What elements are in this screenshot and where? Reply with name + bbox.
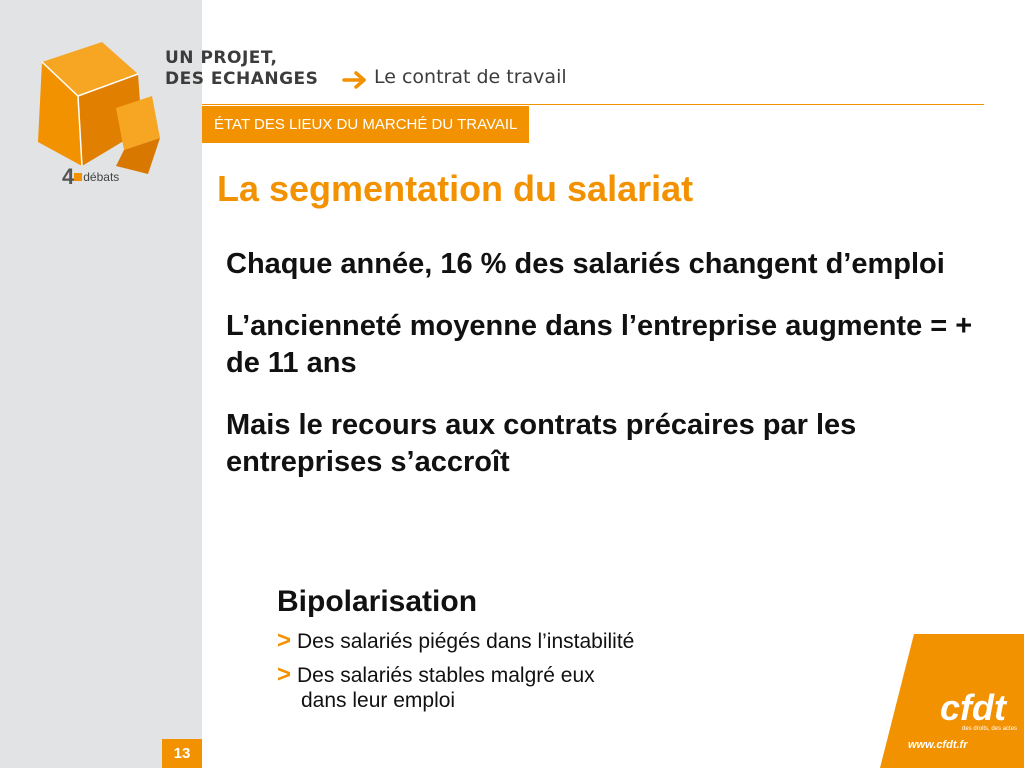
sub-item-continuation: dans leur emploi [301,689,456,712]
page-number: 13 [162,739,202,768]
logo-square-icon [74,173,82,181]
sub-item [277,628,634,654]
key-point: Chaque année, 16 % des salariés changent d’emploi [226,248,945,280]
cfdt-logo-text: cfdt [940,687,1006,728]
key-points [226,246,986,506]
logo-number: 4 [62,164,75,189]
debats-logo [62,164,119,190]
section-tab: ÉTAT DES LIEUX DU MARCHÉ DU TRAVAIL [202,106,529,143]
key-point: Mais le recours aux contrats précaires par les entreprises s’accroît [226,409,857,478]
cfdt-tagline: des droits, des actes [962,726,1018,732]
bullet-marker: > [277,627,292,654]
slide-title: La segmentation du salariat [217,168,694,209]
sub-item-text: Des salariés piégés dans l’instabilité [297,630,635,653]
logo-label: débats [83,170,120,184]
project-title [165,48,318,90]
cfdt-url: www.cfdt.fr [908,739,968,751]
project-title-line2: DES ECHANGES [165,69,319,89]
bipolarisation-section [277,584,634,721]
contract-title: Le contrat de travail [374,66,567,88]
sub-item [277,662,634,713]
bullet-marker: > [277,661,292,688]
arrow-right-icon [342,70,368,90]
project-title-line1: UN PROJET, [165,48,278,68]
cube-logo-icon [20,34,170,184]
header-divider [202,104,984,105]
sub-title: Bipolarisation [277,585,478,618]
sub-item-text: Des salariés stables malgré eux [297,664,595,687]
key-point: L’ancienneté moyenne dans l’entreprise augmente = + de 11 ans [226,310,973,379]
